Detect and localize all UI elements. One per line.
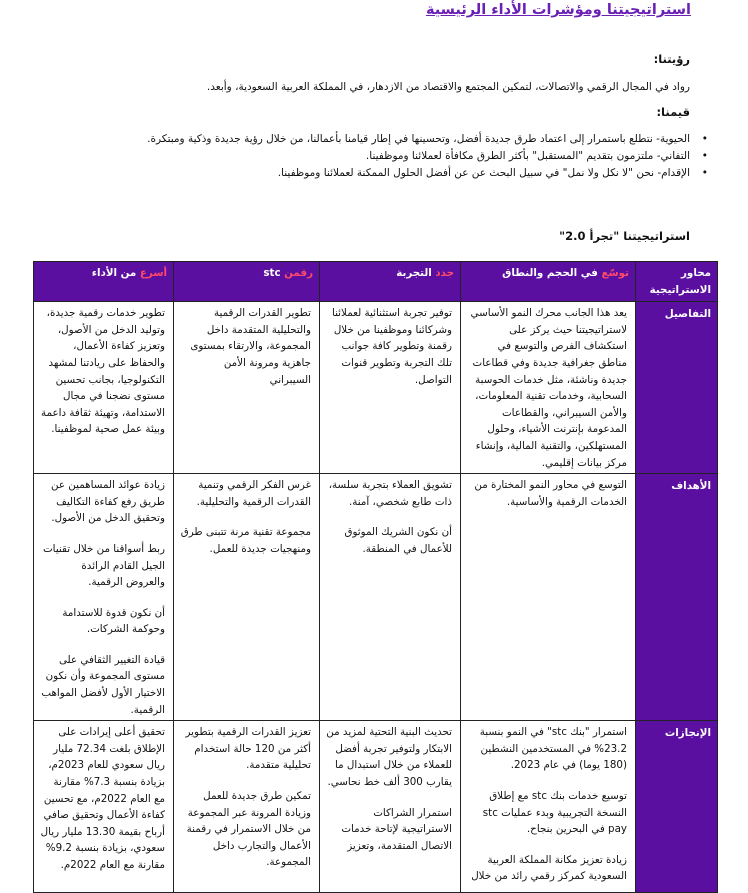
bullet-icon: • xyxy=(701,150,708,162)
table-cell: تحديث البنية التحتية لمزيد من الابتكار ولتوفير تجربة أفضل للعملاء من خلال استبدال ما يقارب 300 ألف خط نحاسي. استمرار الشراكات الاستراتيجية لإتاحة خدمات الاتصال المتقدمة، وتعزيز xyxy=(320,721,461,893)
value-item: • الإقدام- نحن "لا نكل ولا نمل" في سبيل البحث عن عن أفضل الحلول الممكنة لعملائنا وموظفينا. xyxy=(20,165,708,182)
table-row xyxy=(34,302,718,474)
vision-heading: رؤيتنا: xyxy=(653,52,690,66)
strategy-table xyxy=(33,261,718,893)
values-list xyxy=(20,131,708,182)
strategy-heading: استراتيجيتنا "تجرأ 2.0" xyxy=(559,229,690,243)
table-cell: تحقيق أعلى إيرادات على الإطلاق بلغت 72.34 مليار ريال سعودي للعام 2023م، بزيادة بنسبة 7.3% مقارنة مع العام 2022م، مع تحسين كفاءة الأعمال وتحقيق صافي أرباح بقيمة 13.30 مليار ريال سعودي، بزيادة بنسبة 9.2% مقارنة مع العام 2022م. xyxy=(34,721,174,893)
table-cell: يعد هذا الجانب محرك النمو الأساسي لاستراتيجيتنا حيث يركز على استكشاف الفرص والتوسع في مناطق جغرافية جديدة وفي قطاعات جديدة وناشئة، مثل خدمات الحوسبة السحابية، وخدمات تقنية المعلومات، والأمن السيبراني، والقطاعات المدعومة بإنترنت الأشياء، وحلول المستهلكين، والتقنية المالية، وإنشاء مركز بيانات إقليمي. xyxy=(461,302,636,474)
header-accelerate: أسرع من الأداء xyxy=(34,262,174,302)
values-heading: قيمنا: xyxy=(656,105,690,119)
value-item: • التفاني- ملتزمون بتقديم "المستقبل" بأكثر الطرق مكافأة لعملائنا وموظفينا. xyxy=(20,148,708,165)
header-renew: جدد التجربة xyxy=(320,262,461,302)
row-label-details: التفاصيل xyxy=(636,302,718,474)
row-label-goals: الأهداف xyxy=(636,474,718,721)
table-cell: تطوير خدمات رقمية جديدة، وتوليد الدخل من الأصول، وتعزيز كفاءة الأعمال، والحفاظ على ريادتنا لمشهد التكنولوجيا، بجانب تحسين مستوى نضجنا في مجال الاستدامة، وتهيئة ثقافة داعمة وبيئة عمل صحية لموظفينا. xyxy=(34,302,174,474)
bullet-icon: • xyxy=(701,167,708,179)
page-title: استراتيجيتنا ومؤشرات الأداء الرئيسية xyxy=(425,2,691,18)
table-row xyxy=(34,474,718,721)
value-item: • الحيوية- نتطلع باستمرار إلى اعتماد طرق جديدة أفضل، وتحسينها في إطار قيامنا بأعمالنا، من خلال رؤية جديدة وذكية ومبتكرة. xyxy=(20,131,708,148)
table-cell: زيادة عوائد المساهمين عن طريق رفع كفاءة التكاليف وتحقيق الدخل من الأصول. ربط أسواقنا من خلال تقنيات الجيل القادم الرائدة والعروض الرقمية. أن نكون قدوة للاستدامة وحوكمة الشركات. قيادة التغيير الثقافي على مستوى المجموعة وأن نكون الاختيار الأول لأفضل المواهب الرقمية. xyxy=(34,474,174,721)
table-cell: غرس الفكر الرقمي وتنمية القدرات الرقمية والتحليلية. مجموعة تقنية مرنة تتبنى طرق ومنهجيات جديدة للعمل. xyxy=(174,474,320,721)
table-row xyxy=(34,721,718,893)
bullet-icon: • xyxy=(701,133,708,145)
table-cell: استمرار "بنك stc" في النمو بنسبة 23.2% في المستخدمين النشطين (180 يوما) في عام 2023. توسيع خدمات بنك stc مع إطلاق النسخة التجريبية وبدء عمليات stc pay في البحرين بنجاح. زيادة تعزيز مكانة المملكة العربية السعودية كمركز رقمي رائد من خلال xyxy=(461,721,636,893)
header-digitize: رقمن stc xyxy=(174,262,320,302)
table-cell: توفير تجربة استثنائية لعملائنا وشركائنا وموظفينا من خلال رقمنة وتطوير كافة جوانب تلك التجربة وتطوير قنوات التواصل. xyxy=(320,302,461,474)
row-label-achievements: الإنجازات xyxy=(636,721,718,893)
table-cell: تطوير القدرات الرقمية والتحليلية المتقدمة داخل المجموعة، والارتقاء بمستوى جاهزية ومرونة الأمن السيبراني xyxy=(174,302,320,474)
table-header-row xyxy=(34,262,718,302)
header-expand: توسّع في الحجم والنطاق xyxy=(461,262,636,302)
vision-text: رواد في المجال الرقمي والاتصالات، لتمكين المجتمع والاقتصاد من الازدهار، في المملكة العربية السعودية، وأبعد. xyxy=(206,81,690,93)
table-cell: التوسع في محاور النمو المختارة من الخدمات الرقمية والأساسية. xyxy=(461,474,636,721)
table-cell: تشويق العملاء بتجربة سلسة، ذات طابع شخصي، آمنة. أن نكون الشريك الموثوق للأعمال في المنطقة. xyxy=(320,474,461,721)
table-cell: تعزيز القدرات الرقمية بتطوير أكثر من 120 حالة استخدام تحليلية متقدمة. تمكين طرق جديدة للعمل وزيادة المرونة عبر المجموعة من خلال الاستمرار في رقمنة الأعمال والتجارب داخل المجموعة. xyxy=(174,721,320,893)
header-axes: محاور الاستراتيجية xyxy=(636,262,718,302)
